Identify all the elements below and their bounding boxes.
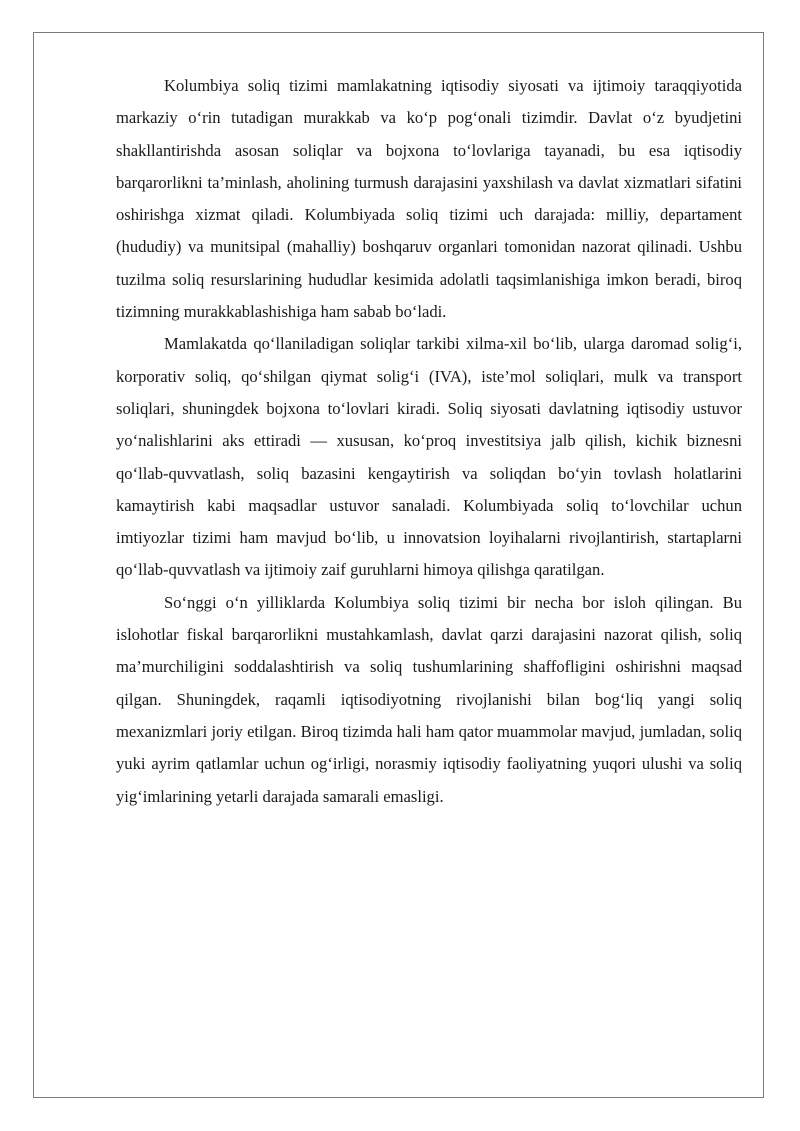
paragraph-1: Kolumbiya soliq tizimi mamlakatning iqtisodiy siyosati va ijtimoiy taraqqiyotida markaziy o‘rin tutadigan murakkab va ko‘p pog‘onali tizimdir. Davlat o‘z byudjetini shakllantirishda asosan soliqlar va bojxona to‘lovlariga tayanadi, bu esa iqtisodiy barqarorlikni ta’minlash, aholining turmush darajasini yaxshilash va davlat xizmatlari sifatini oshirishga xizmat qiladi. Kolumbiyada soliq tizimi uch darajada: milliy, departament (hududiy) va munitsipal (mahalliy) boshqaruv organlari tomonidan nazorat qilinadi. Ushbu tuzilma soliq resurslarining hududlar kesimida adolatli taqsimlanishiga imkon beradi, biroq tizimning murakkablashishiga ham sabab bo‘ladi. (116, 76, 742, 322)
document-body (116, 70, 742, 813)
paragraph-3: So‘nggi o‘n yilliklarda Kolumbiya soliq tizimi bir necha bor isloh qilingan. Bu islohotlar fiskal barqarorlikni mustahkamlash, davlat qarzi darajasini nazorat qilish, soliq ma’murchiligini soddalashtirish va soliq tushumlarining shaffofligini oshirishni maqsad qilgan. Shuningdek, raqamli iqtisodiyotning rivojlanishi bilan bog‘liq yangi soliq mexanizmlari joriy etilgan. Biroq tizimda hali ham qator muammolar mavjud, jumladan, soliq yuki ayrim qatlamlar uchun og‘irligi, norasmiy iqtisodiy faoliyatning yuqori ulushi va soliq yig‘imlarining yetarli darajada samarali emasligi. (116, 592, 742, 806)
paragraph-2: Mamlakatda qo‘llaniladigan soliqlar tarkibi xilma-xil bo‘lib, ularga daromad solig‘i, korporativ soliq, qo‘shilgan qiymat solig‘i (IVA), iste’mol soliqlari, mulk va transport soliqlari, shuningdek bojxona to‘lovlari kiradi. Soliq siyosati davlatning iqtisodiy ustuvor yo‘nalishlarini aks ettiradi — xususan, ko‘proq investitsiya jalb qilish, kichik biznesni qo‘llab-quvvatlash, soliq bazasini kengaytirish va soliqdan bo‘yin tovlash holatlarini kamaytirish kabi maqsadlar ustuvor sanaladi. Kolumbiyada soliq to‘lovchilar uchun imtiyozlar tizimi ham mavjud bo‘lib, u innovatsion loyihalarni rivojlantirish, startaplarni qo‘llab-quvvatlash va ijtimoiy zaif guruhlarni himoya qilishga qaratilgan. (116, 334, 742, 580)
